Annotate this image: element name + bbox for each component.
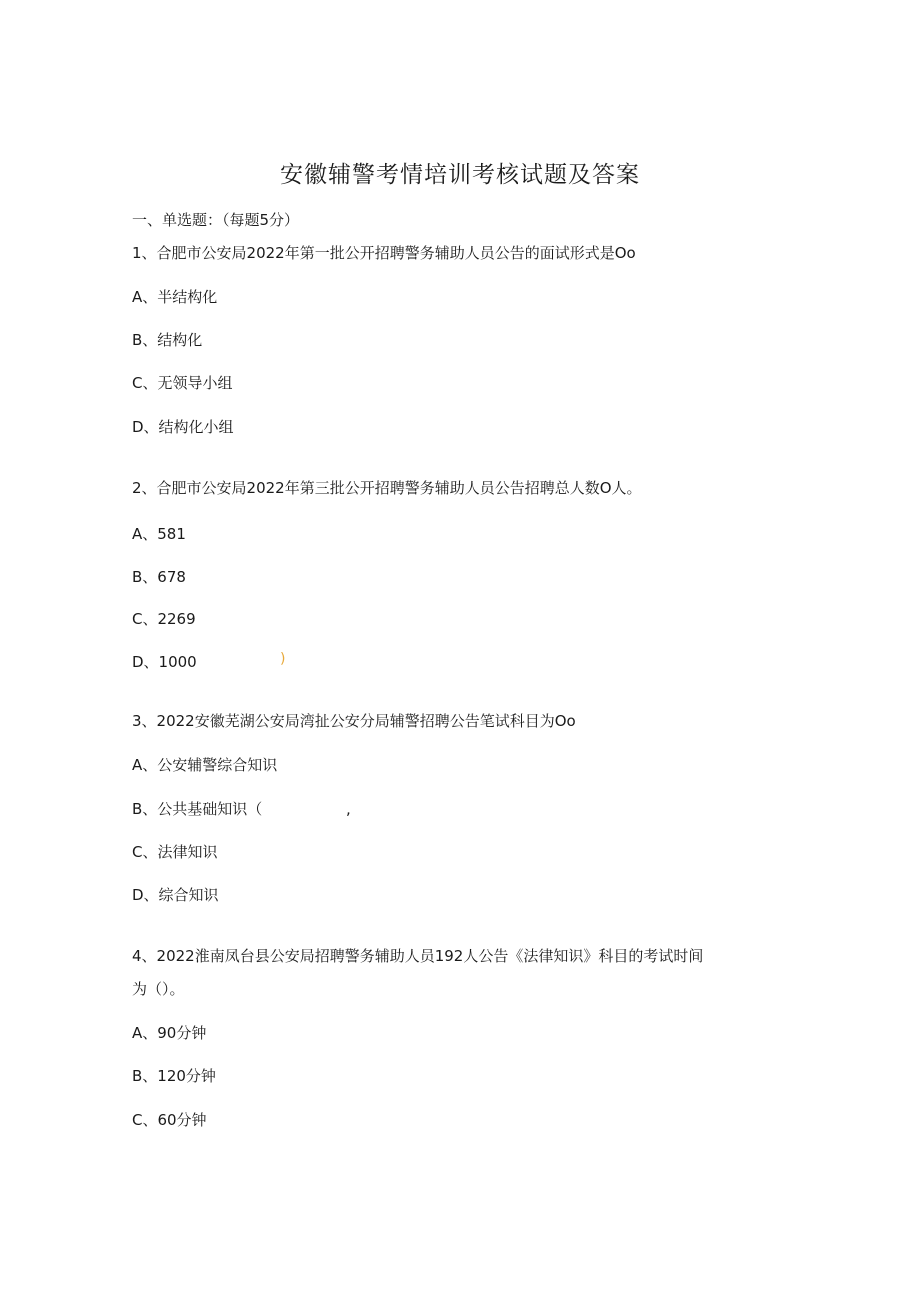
question-2-option-a: A、581 bbox=[132, 525, 186, 543]
question-1-stem: 1、合肥市公安局2022年第一批公开招聘警务辅助人员公告的面试形式是Oo bbox=[132, 244, 636, 262]
question-3-stem: 3、2022安徽芜湖公安局湾扯公安分局辅警招聘公告笔试科目为Oo bbox=[132, 712, 576, 730]
question-1-option-d: D、结构化小组 bbox=[132, 418, 234, 436]
question-3-option-d: D、综合知识 bbox=[132, 886, 219, 904]
stray-paren-mark: ) bbox=[280, 651, 286, 667]
question-4-option-b: B、120分钟 bbox=[132, 1067, 216, 1085]
page-title: 安徽辅警考情培训考核试题及答案 bbox=[280, 162, 640, 188]
question-3-option-c: C、法律知识 bbox=[132, 843, 218, 861]
question-4-option-a: A、90分钟 bbox=[132, 1024, 207, 1042]
question-1-option-b: B、结构化 bbox=[132, 331, 203, 349]
question-3-option-a: A、公安辅警综合知识 bbox=[132, 756, 278, 774]
question-2-option-c: C、2269 bbox=[132, 610, 196, 628]
section-heading: 一、单选题：（每题5分） bbox=[132, 211, 300, 229]
question-1-option-c: C、无领导小组 bbox=[132, 374, 233, 392]
question-3-option-b: B、公共基础知识（ bbox=[132, 800, 263, 818]
question-4-stem-line-1: 4、2022淮南凤台县公安局招聘警务辅助人员192人公告《法律知识》科目的考试时间 bbox=[132, 947, 704, 965]
question-1-option-a: A、半结构化 bbox=[132, 288, 218, 306]
question-2-stem: 2、合肥市公安局2022年第三批公开招聘警务辅助人员公告招聘总人数O人。 bbox=[132, 479, 642, 497]
stray-comma-mark: , bbox=[346, 800, 351, 818]
question-2-option-d: D、1000 bbox=[132, 653, 197, 671]
question-4-option-c: C、60分钟 bbox=[132, 1111, 207, 1129]
question-4-stem-line-2: 为（）。 bbox=[132, 980, 185, 998]
question-2-option-b: B、678 bbox=[132, 568, 186, 586]
